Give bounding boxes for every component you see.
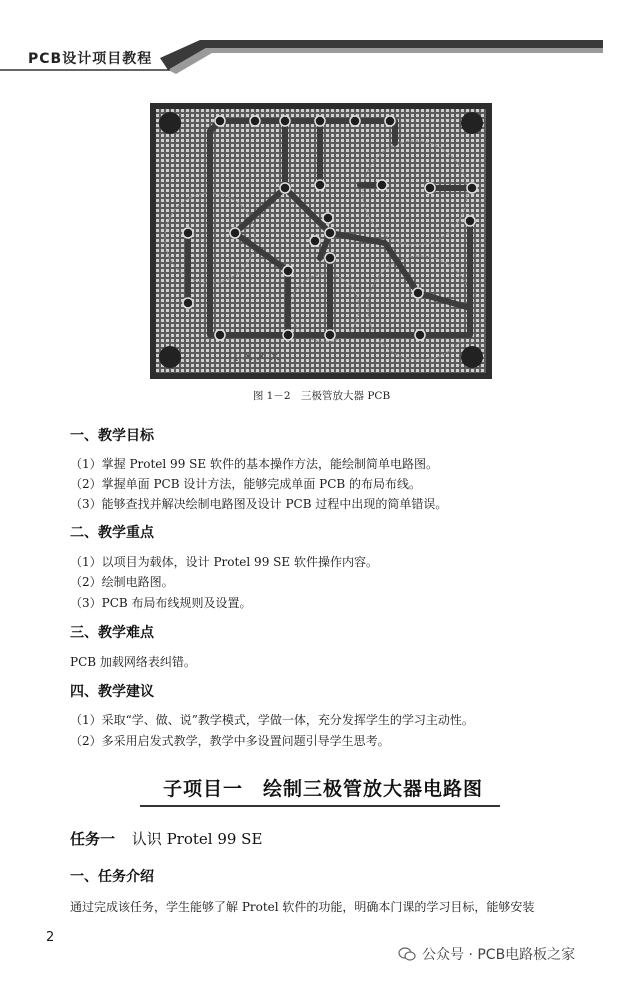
list-item: PCB 加载网络表纠错。	[70, 655, 196, 669]
section-heading: 二、教学重点	[70, 525, 154, 541]
watermark-text: 公众号 · PCB电路板之家	[422, 947, 576, 963]
section-heading: 三、教学难点	[70, 625, 154, 641]
list-item: （3）PCB 布局布线规则及设置。	[70, 596, 252, 610]
section-heading: 四、教学建议	[70, 684, 154, 700]
watermark	[398, 944, 575, 964]
pcb-figure	[150, 103, 492, 379]
list-item: （2）掌握单面 PCB 设计方法，能够完成单面 PCB 的布局布线。	[70, 477, 422, 491]
page-number: 2	[46, 930, 55, 945]
list-item: （1）掌握 Protel 99 SE 软件的基本操作方法，能绘制简单电路图。	[70, 457, 438, 471]
list-item: （1）采取“学、做、说”教学模式，学做一体，充分发挥学生的学习主动性。	[70, 713, 474, 727]
list-item: （2）绘制电路图。	[70, 575, 174, 589]
figure-caption: 图 1－2 三极管放大器 PCB	[252, 390, 391, 402]
wechat-icon	[398, 947, 416, 961]
list-item: （2）多采用启发式教学，教学中多设置问题引导学生思考。	[70, 734, 390, 748]
list-item: （3）能够查找并解决绘制电路图及设计 PCB 过程中出现的简单错误。	[70, 497, 448, 511]
pcb-board-image	[150, 103, 492, 379]
header-decoration	[0, 0, 643, 80]
section-heading: 一、教学目标	[70, 428, 154, 444]
section-heading: 一、任务介绍	[70, 869, 154, 885]
paragraph: 通过完成该任务，学生能够了解 Protel 软件的功能，明确本门课的学习目标，能够安装	[70, 900, 535, 914]
list-item: （1）以项目为载体，设计 Protel 99 SE 软件操作内容。	[70, 555, 378, 569]
task-label: 任务一	[70, 830, 116, 848]
board-label: Iɾ×××	[228, 346, 282, 365]
book-title: PCB设计项目教程	[28, 51, 153, 67]
subproject-title: 子项目一 绘制三极管放大器电路图	[162, 778, 483, 800]
task-title: 认识 Protel 99 SE	[131, 830, 263, 848]
subproject-underline	[140, 805, 500, 807]
task-heading	[70, 828, 262, 849]
page-header	[0, 0, 643, 80]
